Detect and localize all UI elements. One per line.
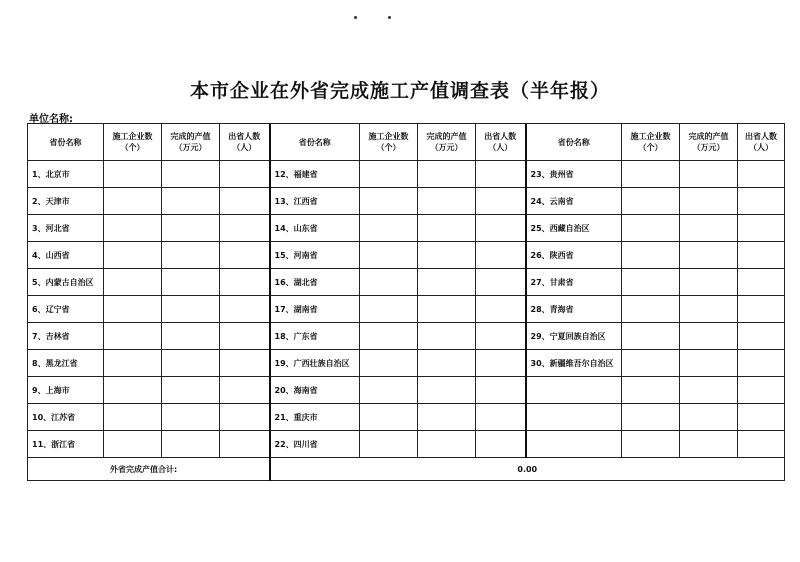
entry-cell[interactable] [680,296,738,323]
entry-cell[interactable] [418,323,476,350]
entry-cell[interactable] [104,404,162,431]
entry-cell[interactable] [418,188,476,215]
province-name-cell: 14、山东省 [270,215,360,242]
entry-cell[interactable] [738,431,785,458]
province-name-cell: 9、上海市 [28,377,104,404]
entry-cell[interactable] [476,188,526,215]
entry-cell[interactable] [162,188,220,215]
province-name-cell [526,377,622,404]
province-name-cell: 16、湖北省 [270,269,360,296]
province-name-cell: 27、甘肃省 [526,269,622,296]
entry-cell[interactable] [104,269,162,296]
province-name-cell: 8、黑龙江省 [28,350,104,377]
province-name-cell: 28、青海省 [526,296,622,323]
entry-cell[interactable] [360,161,418,188]
entry-cell[interactable] [680,161,738,188]
entry-cell[interactable] [360,188,418,215]
entry-cell[interactable] [162,323,220,350]
entry-cell[interactable] [622,215,680,242]
entry-cell[interactable] [162,161,220,188]
entry-cell[interactable] [622,404,680,431]
entry-cell[interactable] [162,404,220,431]
province-name-cell: 15、河南省 [270,242,360,269]
header-companies [622,124,680,161]
unit-name-label: 单位名称: [29,114,73,125]
entry-cell[interactable] [418,431,476,458]
province-name-cell: 13、江西省 [270,188,360,215]
entry-cell[interactable] [622,431,680,458]
entry-cell[interactable] [104,188,162,215]
entry-cell[interactable] [418,215,476,242]
entry-cell[interactable] [622,377,680,404]
header-output-line: （万元） [430,143,463,152]
entry-cell[interactable] [680,431,738,458]
header-people-line: 出省人数 [228,132,261,141]
entry-cell[interactable] [622,242,680,269]
header-companies-line: 施工企业数 [630,132,671,141]
entry-cell[interactable] [476,242,526,269]
table-row [28,296,785,323]
entry-cell[interactable] [104,161,162,188]
province-name-cell [526,404,622,431]
entry-cell[interactable] [220,404,270,431]
entry-cell[interactable] [418,269,476,296]
entry-cell[interactable] [738,242,785,269]
survey-table [27,123,785,481]
header-output-line: （万元） [174,143,207,152]
entry-cell[interactable] [220,431,270,458]
province-name-cell: 5、内蒙古自治区 [28,269,104,296]
header-province-name: 省份名称 [526,124,622,161]
province-name-cell: 10、江苏省 [28,404,104,431]
province-name-cell: 6、辽宁省 [28,296,104,323]
entry-cell[interactable] [360,431,418,458]
header-companies-line: 施工企业数 [368,132,409,141]
entry-cell[interactable] [360,215,418,242]
province-name-cell: 26、陕西省 [526,242,622,269]
header-people [220,124,270,161]
header-row [28,124,785,161]
header-output-line: 完成的产值 [688,132,729,141]
entry-cell[interactable] [418,404,476,431]
entry-cell[interactable] [738,323,785,350]
header-output [680,124,738,161]
total-label: 外省完成产值合计: [28,458,270,481]
province-name-cell: 11、浙江省 [28,431,104,458]
header-output-line: （万元） [692,143,725,152]
header-output [418,124,476,161]
province-name-cell: 30、新疆维吾尔自治区 [526,350,622,377]
table-row [28,404,785,431]
entry-cell[interactable] [476,323,526,350]
entry-cell[interactable] [622,296,680,323]
table-row [28,431,785,458]
entry-cell[interactable] [162,431,220,458]
entry-cell[interactable] [220,161,270,188]
entry-cell[interactable] [680,215,738,242]
entry-cell[interactable] [104,296,162,323]
header-companies-line: （个） [376,143,401,152]
province-name-cell: 1、北京市 [28,161,104,188]
entry-cell[interactable] [622,188,680,215]
province-name-cell: 17、湖南省 [270,296,360,323]
province-name-cell: 19、广西壮族自治区 [270,350,360,377]
header-companies-line: （个） [638,143,663,152]
table-row [28,377,785,404]
province-name-cell: 21、重庆市 [270,404,360,431]
entry-cell[interactable] [360,323,418,350]
entry-cell[interactable] [476,269,526,296]
entry-cell[interactable] [418,350,476,377]
entry-cell[interactable] [622,269,680,296]
entry-cell[interactable] [476,215,526,242]
entry-cell[interactable] [220,323,270,350]
entry-cell[interactable] [622,161,680,188]
header-people [476,124,526,161]
header-output-line: 完成的产值 [170,132,211,141]
province-name-cell: 24、云南省 [526,188,622,215]
entry-cell[interactable] [104,242,162,269]
entry-cell[interactable] [738,215,785,242]
entry-cell[interactable] [738,404,785,431]
entry-cell[interactable] [104,215,162,242]
entry-cell[interactable] [680,269,738,296]
entry-cell[interactable] [360,242,418,269]
province-name-cell: 2、天津市 [28,188,104,215]
table-row [28,242,785,269]
header-people-line: （人） [488,143,513,152]
entry-cell[interactable] [738,350,785,377]
entry-cell[interactable] [622,323,680,350]
province-name-cell: 29、宁夏回族自治区 [526,323,622,350]
province-name-cell: 22、四川省 [270,431,360,458]
entry-cell[interactable] [738,161,785,188]
header-companies-line: 施工企业数 [112,132,153,141]
header-companies [104,124,162,161]
province-name-cell: 20、海南省 [270,377,360,404]
entry-cell[interactable] [680,188,738,215]
header-people-line: 出省人数 [745,132,777,141]
entry-cell[interactable] [220,215,270,242]
province-name-cell: 3、河北省 [28,215,104,242]
entry-cell[interactable] [104,377,162,404]
entry-cell[interactable] [162,350,220,377]
entry-cell[interactable] [622,350,680,377]
total-row [28,458,785,481]
document-title: 本市企业在外省完成施工产值调查表（半年报） [189,80,610,102]
entry-cell[interactable] [476,161,526,188]
total-value: 0.00 [270,458,785,481]
entry-cell[interactable] [220,377,270,404]
entry-cell[interactable] [476,350,526,377]
entry-cell[interactable] [360,296,418,323]
table-row [28,188,785,215]
entry-cell[interactable] [476,431,526,458]
entry-cell[interactable] [680,323,738,350]
table-row [28,215,785,242]
entry-cell[interactable] [104,431,162,458]
province-name-cell: 4、山西省 [28,242,104,269]
header-people-line: （人） [749,143,773,152]
entry-cell[interactable] [162,296,220,323]
entry-cell[interactable] [418,296,476,323]
entry-cell[interactable] [360,269,418,296]
entry-cell[interactable] [680,377,738,404]
header-province-name: 省份名称 [28,124,104,161]
entry-cell[interactable] [738,377,785,404]
entry-cell[interactable] [220,188,270,215]
entry-cell[interactable] [360,377,418,404]
entry-cell[interactable] [418,242,476,269]
entry-cell[interactable] [418,161,476,188]
header-province-name: 省份名称 [270,124,360,161]
header-people-line: （人） [232,143,257,152]
province-name-cell: 12、福建省 [270,161,360,188]
entry-cell[interactable] [162,242,220,269]
entry-cell[interactable] [738,296,785,323]
entry-cell[interactable] [104,323,162,350]
scan-dot [354,16,357,19]
scan-dot [388,16,391,19]
entry-cell[interactable] [220,350,270,377]
entry-cell[interactable] [162,215,220,242]
header-companies-line: （个） [120,143,145,152]
entry-cell[interactable] [162,377,220,404]
table-row [28,161,785,188]
entry-cell[interactable] [220,269,270,296]
province-name-cell: 23、贵州省 [526,161,622,188]
province-name-cell: 18、广东省 [270,323,360,350]
entry-cell[interactable] [680,242,738,269]
entry-cell[interactable] [476,377,526,404]
entry-cell[interactable] [162,269,220,296]
province-name-cell: 7、吉林省 [28,323,104,350]
entry-cell[interactable] [104,350,162,377]
entry-cell[interactable] [360,404,418,431]
province-name-cell [526,431,622,458]
entry-cell[interactable] [476,296,526,323]
header-companies [360,124,418,161]
entry-cell[interactable] [418,377,476,404]
table-row [28,323,785,350]
header-output-line: 完成的产值 [426,132,467,141]
entry-cell[interactable] [738,269,785,296]
entry-cell[interactable] [220,242,270,269]
province-name-cell: 25、西藏自治区 [526,215,622,242]
entry-cell[interactable] [360,350,418,377]
entry-cell[interactable] [680,350,738,377]
entry-cell[interactable] [220,296,270,323]
entry-cell[interactable] [680,404,738,431]
header-people [738,124,785,161]
table-row [28,350,785,377]
entry-cell[interactable] [738,188,785,215]
header-people-line: 出省人数 [484,132,517,141]
header-output [162,124,220,161]
table-row [28,269,785,296]
entry-cell[interactable] [476,404,526,431]
